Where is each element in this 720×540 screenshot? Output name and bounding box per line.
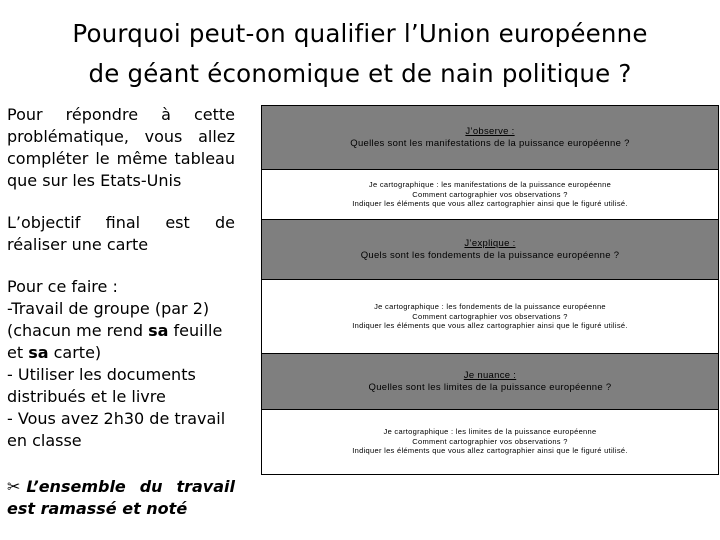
method-line: (chacun me rend sa feuille [7, 321, 223, 340]
row-instruction: Comment cartographier vos observations ? [412, 436, 568, 446]
instruction-line: problématique, vous allez [7, 127, 235, 146]
instructions-panel [7, 104, 235, 520]
method-line: et sa carte) [7, 343, 102, 362]
row-question: Quelles sont les manifestations de la puissance européenne ? [350, 137, 630, 149]
table-row-observe [262, 106, 718, 170]
row-instruction: Comment cartographier vos observations ? [412, 189, 568, 199]
row-instruction: Indiquer les éléments que vous allez cartographier ainsi que le figuré utilisé. [352, 199, 628, 209]
method-line: en classe [7, 431, 82, 450]
instruction-line: que sur les Etats-Unis [7, 171, 182, 190]
row-instruction: Je cartographique : les manifestations de la puissance européenne [368, 180, 612, 190]
row-instruction: Comment cartographier vos observations ? [412, 311, 568, 321]
row-heading: Je nuance : [463, 369, 517, 381]
method-line: Pour ce faire : [7, 277, 118, 296]
emphasis: sa [28, 343, 49, 362]
objective-line: L’objectif final est de [7, 213, 235, 232]
row-instruction: Indiquer les éléments que vous allez cartographier ainsi que le figuré utilisé. [352, 321, 628, 331]
table-row-map-observations [262, 170, 718, 220]
row-question: Quelles sont les limites de la puissance européenne ? [368, 381, 612, 393]
row-instruction: Je cartographique : les fondements de la puissance européenne [374, 302, 606, 312]
method-line: -Travail de groupe (par 2) [7, 299, 210, 318]
table-row-map-foundations [262, 280, 718, 354]
method-line: distribués et le livre [7, 387, 166, 406]
table-row-explain [262, 220, 718, 280]
title-line-2: de géant économique et de nain politique ? [88, 59, 632, 88]
objective-line: réaliser une carte [7, 235, 149, 254]
instruction-line: Pour répondre à cette [7, 105, 235, 124]
row-instruction: Je cartographique : les limites de la puissance européenne [383, 427, 597, 437]
row-question: Quels sont les fondements de la puissance européenne ? [360, 249, 620, 261]
instruction-line: compléter le même tableau [7, 149, 235, 168]
row-heading: J’explique : [464, 237, 516, 249]
closing-line: est ramassé et noté [7, 499, 188, 518]
method-line: - Vous avez 2h30 de travail [7, 409, 226, 428]
analysis-table [261, 105, 719, 475]
row-heading: J’observe : [465, 125, 515, 137]
emphasis: sa [148, 321, 169, 340]
scissors-icon: ✂ [7, 477, 21, 496]
title-line-1: Pourquoi peut-on qualifier l’Union européenne [72, 19, 648, 48]
closing-line: ✂ L’ensemble du travail [7, 477, 235, 496]
table-row-map-limits [262, 410, 718, 473]
row-instruction: Indiquer les éléments que vous allez cartographier ainsi que le figuré utilisé. [352, 446, 628, 456]
method-line: - Utiliser les documents [7, 365, 196, 384]
table-row-nuance [262, 354, 718, 410]
page-title [0, 14, 720, 94]
